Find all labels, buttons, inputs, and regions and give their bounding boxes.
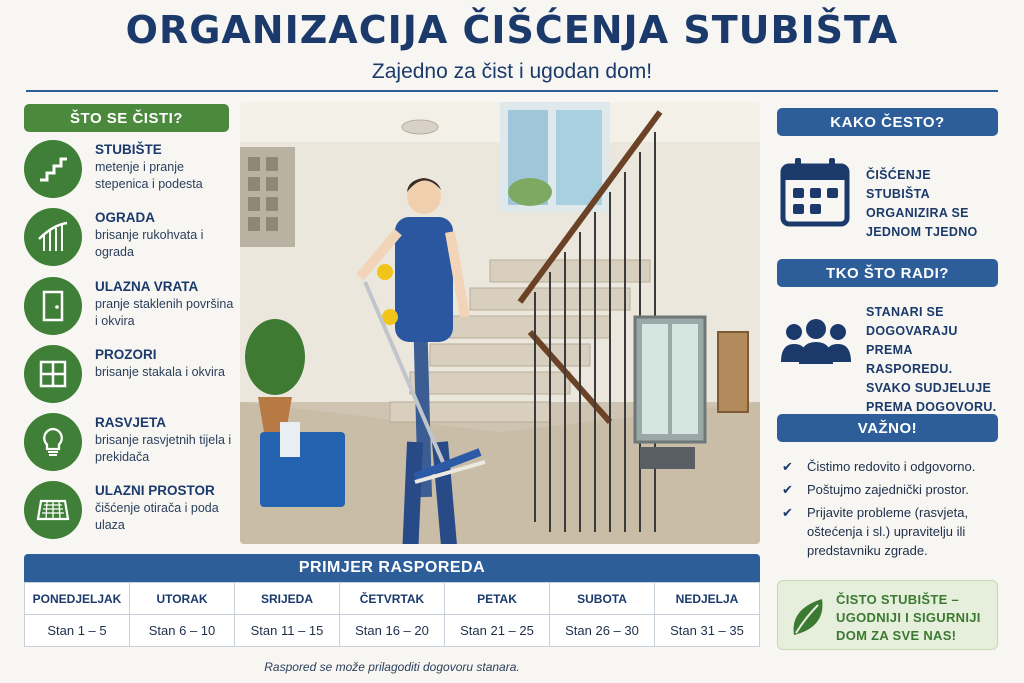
lightbulb-icon	[24, 413, 82, 471]
item-description: brisanje rasvjetnih tijela i prekidača	[95, 433, 232, 464]
table-row	[25, 615, 760, 647]
stairs-icon	[24, 140, 82, 198]
people-icon	[779, 318, 853, 366]
item-title: OGRADA	[95, 210, 155, 225]
table-cell: Stan 1 – 5	[25, 615, 130, 647]
table-header-cell: PONEDJELJAK	[25, 583, 130, 615]
check-icon: ✔	[782, 459, 793, 474]
door-icon	[24, 277, 82, 335]
frequency-heading: KAKO ČESTO?	[777, 108, 998, 136]
who-heading: TKO ŠTO RADI?	[777, 259, 998, 287]
page-subtitle: Zajedno za čist i ugodan dom!	[371, 60, 653, 83]
table-header-cell: NEDJELJA	[655, 583, 760, 615]
check-icon: ✔	[782, 482, 793, 497]
list-item	[24, 413, 232, 477]
item-title: ULAZNI PROSTOR	[95, 483, 215, 498]
table-cell: Stan 26 – 30	[550, 615, 655, 647]
item-description: brisanje rukohvata i ograda	[95, 228, 204, 259]
page-title: ORGANIZACIJA ČIŠĆENJA STUBIŠTA	[125, 8, 899, 52]
table-header-cell: SUBOTA	[550, 583, 655, 615]
stairwell-cleaning-illustration	[240, 102, 760, 544]
schedule-table	[24, 554, 760, 647]
list-item	[24, 481, 229, 545]
item-description: metenje i pranje stepenica i podesta	[95, 160, 203, 191]
table-header-cell: PETAK	[445, 583, 550, 615]
schedule-note: Raspored se može prilagoditi dogovoru stanara.	[264, 660, 520, 674]
frequency-text: ČIŠĆENJE STUBIŠTA ORGANIZIRA SE JEDNOM TJEDNO	[866, 168, 978, 239]
who-text: STANARI SE DOGOVARAJU PREMA RASPOREDU. SVAKO SUDJELUJE PREMA DOGOVORU.	[866, 305, 997, 414]
doormat-icon	[24, 481, 82, 539]
list-item	[24, 208, 229, 272]
what-is-cleaned-heading: ŠTO SE ČISTI?	[24, 104, 229, 132]
table-cell: Stan 6 – 10	[130, 615, 235, 647]
table-header-cell: UTORAK	[130, 583, 235, 615]
item-description: pranje staklenih površina i okvira	[95, 297, 234, 328]
item-title: ULAZNA VRATA	[95, 279, 199, 294]
table-cell: Stan 11 – 15	[235, 615, 340, 647]
schedule-heading: PRIMJER RASPOREDA	[24, 554, 760, 582]
table-cell: Stan 21 – 25	[445, 615, 550, 647]
window-icon	[24, 345, 82, 403]
calendar-icon	[780, 156, 850, 228]
item-title: RASVJETA	[95, 415, 167, 430]
list-item	[24, 345, 229, 409]
item-description: brisanje stakala i okvira	[95, 365, 225, 379]
important-heading: VAŽNO!	[777, 414, 998, 442]
closing-message: ČISTO STUBIŠTE – UGODNIJI I SIGURNIJI DOM ZA SVE NAS!	[836, 592, 981, 643]
list-item	[24, 277, 234, 341]
item-description: čišćenje otirača i poda ulaza	[95, 501, 219, 532]
railing-icon	[24, 208, 82, 266]
list-item	[24, 140, 229, 204]
table-row	[25, 583, 760, 615]
check-icon: ✔	[782, 505, 793, 520]
table-header-cell: ČETVRTAK	[340, 583, 445, 615]
table-cell: Stan 31 – 35	[655, 615, 760, 647]
closing-message-box	[777, 580, 998, 650]
item-title: STUBIŠTE	[95, 142, 162, 157]
table-cell: Stan 16 – 20	[340, 615, 445, 647]
leaf-icon	[788, 595, 828, 644]
table-header-cell: SRIJEDA	[235, 583, 340, 615]
header-divider	[26, 90, 998, 92]
item-title: PROZORI	[95, 347, 157, 362]
